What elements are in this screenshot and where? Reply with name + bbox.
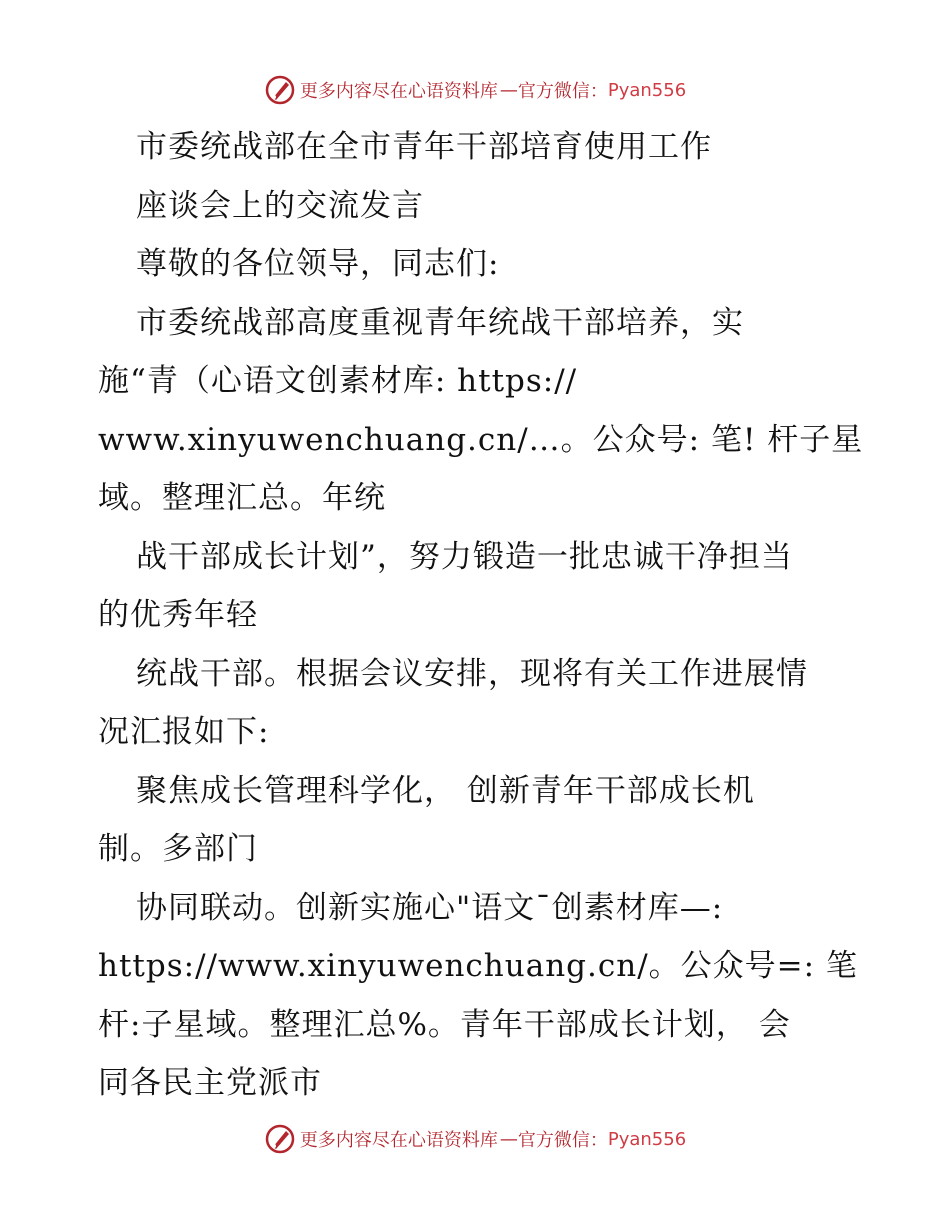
document-line: 域。整理汇总。年统: [98, 480, 386, 516]
document-line: 杆:子星域。整理汇总%。青年干部成长计划， 会: [98, 1006, 791, 1043]
banner-wechat-label: 官方微信：: [517, 81, 608, 102]
document-line: 市委统战部在全市青年干部培育使用工作: [136, 129, 712, 165]
pen-logo-icon: [264, 1123, 296, 1155]
document-body: [98, 118, 864, 1113]
document-line: 制。多部门: [98, 831, 258, 867]
document-line: 尊敬的各位领导，同志们:: [136, 246, 500, 282]
header-watermark-banner: [0, 72, 950, 108]
document-line: 座谈会上的交流发言: [136, 187, 424, 224]
document-line: https://www.xinyuwenchuang.cn/。公众号=: 笔: [98, 948, 858, 984]
pen-logo-icon: [264, 74, 296, 106]
banner-slogan: 更多内容尽在心语资料库: [299, 1130, 498, 1151]
banner-slogan: 更多内容尽在心语资料库: [299, 81, 498, 102]
document-line: 统战干部。根据会议安排，现将有关工作进展情: [136, 655, 808, 692]
document-line: 战干部成长计划”，努力锻造一批忠诚干净担当: [136, 538, 793, 575]
banner-account: Pyan556: [607, 1128, 687, 1150]
document-line: 市委统战部高度重视青年统战干部培养，实: [136, 304, 744, 341]
document-line: 况汇报如下:: [98, 714, 270, 750]
banner-account: Pyan556: [607, 79, 687, 101]
banner-dash: —: [499, 1128, 518, 1150]
document-line: www.xinyuwenchuang.cn/…。公众号: 笔! 杆子星: [98, 421, 864, 458]
banner-dash: —: [499, 79, 518, 101]
document-line: 聚焦成长管理科学化， 创新青年干部成长机: [136, 772, 755, 809]
document-line: 施“青（心语文创素材库: https://: [98, 363, 578, 399]
document-line: 同各民主党派市: [98, 1065, 322, 1101]
document-line: 协同联动。创新实施心"语文¯创素材库—:: [136, 889, 724, 926]
banner-wechat-label: 官方微信：: [517, 1130, 608, 1151]
document-line: 的优秀年轻: [98, 597, 258, 633]
footer-watermark-banner: [0, 1121, 950, 1157]
